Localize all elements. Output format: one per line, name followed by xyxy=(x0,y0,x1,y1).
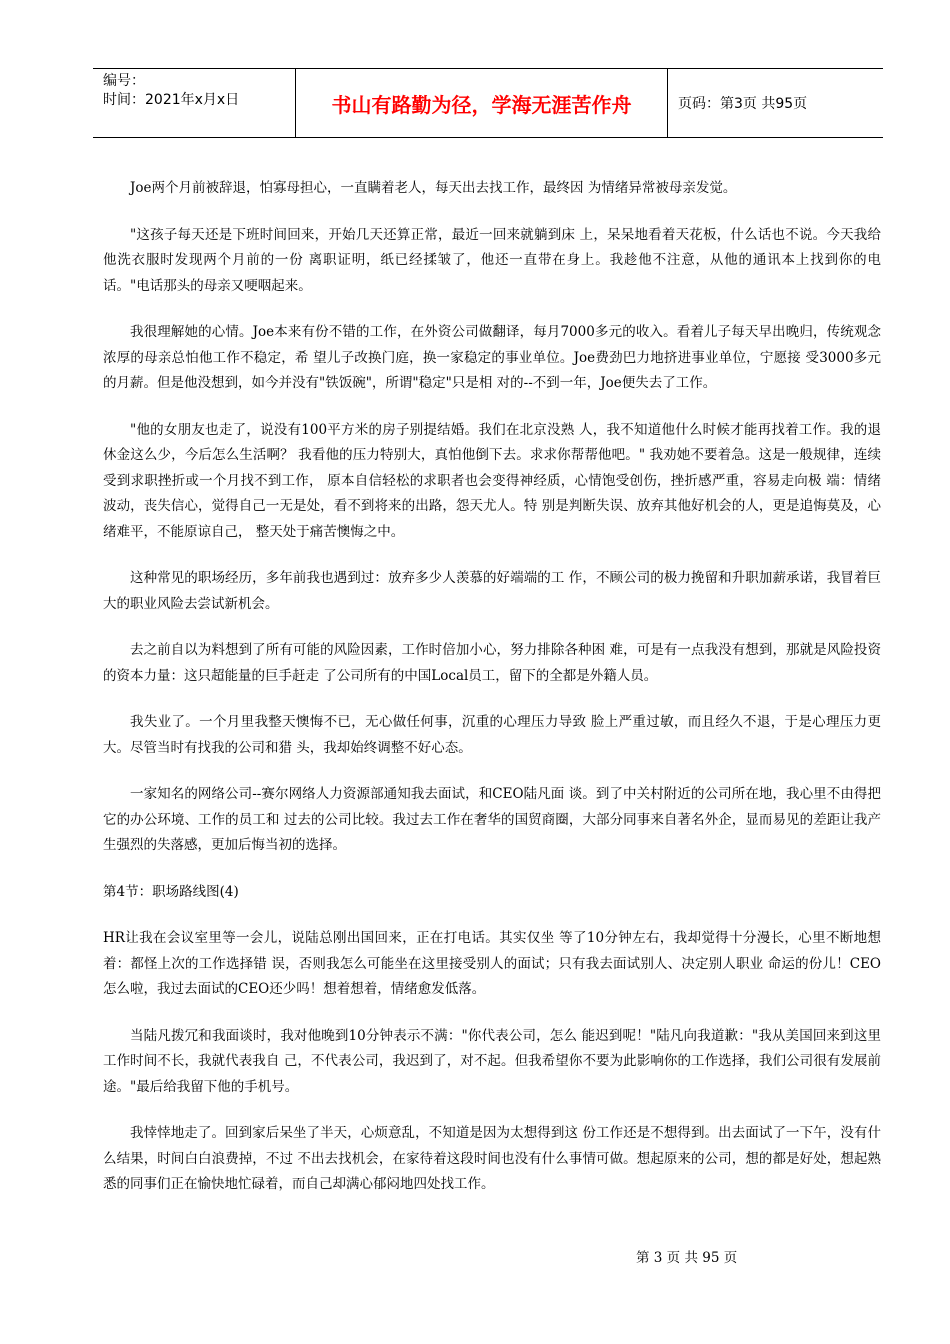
paragraph: 我悻悻地走了。回到家后呆坐了半天，心烦意乱，不知道是因为太想得到这 份工作还是不想得到。出去面试了一下午，没有什么结果，时间白白浪费掉，不过 不出去找机会，在家待着这段时间也没有什么事情可做。想起原来的公司，想的都是好处，想起熟悉的同事们正在愉快地忙碌着，而自己却满心郁闷地四处找工作。 xyxy=(103,1125,881,1192)
paragraph: 我失业了。一个月里我整天懊悔不已，无心做任何事，沉重的心理压力导致 脸上严重过敏，而且经久不退，于是心理压力更大。尽管当时有找我的公司和猎 头，我却始终调整不好心态。 xyxy=(103,714,881,756)
header-table xyxy=(93,68,883,138)
paragraph: 当陆凡拨冗和我面谈时，我对他晚到10分钟表示不满："你代表公司，怎么 能迟到呢！"陆凡向我道歉："我从美国回来到这里工作时间不长，我就代表我自 己，不代表公司，我迟到了，对不起。但我希望你不要为此影响你的工作选择，我们公司很有发展前途。"最后给我留下他的手机号。 xyxy=(103,1027,881,1095)
number-label: 编号： xyxy=(103,73,145,89)
paragraph: 这种常见的职场经历，多年前我也遇到过：放弃多少人羡慕的好端端的工 作，不顾公司的极力挽留和升职加薪承诺，我冒着巨大的职业风险去尝试新机会。 xyxy=(103,570,881,612)
footer-page-number: 第 3 页 共 95 页 xyxy=(636,1250,738,1266)
time-label: 时间：2021年x月x日 xyxy=(103,92,240,108)
header-page-label: 页码：第3页 共95页 xyxy=(678,96,808,112)
paragraph: "他的女朋友也走了，说没有100平方米的房子别提结婚。我们在北京没熟 人，我不知道他什么时候才能再找着工作。我的退休金这么少，今后怎么生活啊？ 我看他的压力特别大，真怕他倒下去。求求你帮帮他吧。" 我劝她不要着急。这是一般规律，连续受到求职挫折或一个月找不到工作， 原本自信轻松的求职者也会变得神经质，心情饱受创伤，挫折感严重，容易走向极 端：情绪波动，丧失信心，觉得自己一无是处，看不到将来的出路，怨天尤人。特 别是判断失误、放弃其他好机会的人，更是追悔莫及，心绪难平，不能原谅自己， 整天处于痛苦懊悔之中。 xyxy=(103,421,881,540)
paragraph: 我很理解她的心情。Joe本来有份不错的工作，在外资公司做翻译，每月7000多元的收入。看着儿子每天早出晚归，传统观念浓厚的母亲总怕他工作不稳定，希 望儿子改换门庭，换一家稳定的事业单位。Joe费劲巴力地挤进事业单位，宁愿接 受3000多元的月薪。但是他没想到，如今并没有"铁饭碗"，所谓"稳定"只是相 对的--不到一年，Joe便失去了工作。 xyxy=(103,324,881,391)
paragraph: HR让我在会议室里等一会儿，说陆总刚出国回来，正在打电话。其实仅坐 等了10分钟左右，我却觉得十分漫长，心里不断地想着：都怪上次的工作选择错 误，否则我怎么可能坐在这里接受别人的面试；只有我去面试别人、决定别人职业 命运的份儿！CEO怎么啦，我过去面试的CEO还少吗！想着想着，情绪愈发低落。 xyxy=(103,930,881,997)
paragraph: Joe两个月前被辞退，怕寡母担心，一直瞒着老人，每天出去找工作，最终因 为情绪异常被母亲发觉。 xyxy=(130,180,737,196)
header-left-cell xyxy=(93,69,295,137)
paragraph: "这孩子每天还是下班时间回来，开始几天还算正常，最近一回来就躺到床 上，呆呆地看着天花板，什么话也不说。今天我给他洗衣服时发现两个月前的一份 离职证明，纸已经揉皱了，他还一直带在身上。我趁他不注意，从他的通讯本上找到你的电话。"电话那头的母亲又哽咽起来。 xyxy=(103,226,881,294)
section-heading: 第4节：职场路线图(4) xyxy=(103,883,239,900)
paragraph: 一家知名的网络公司--赛尔网络人力资源部通知我去面试，和CEO陆凡面 谈。到了中关村附近的公司所在地，我心里不由得把它的办公环境、工作的员工和 过去的公司比较。我过去工作在奢华的国贸商圈，大部分同事来自著名外企，显而易见的差距让我产生强烈的失落感，更加后悔当初的选择。 xyxy=(103,786,881,853)
paragraph: 去之前自以为料想到了所有可能的风险因素，工作时倍加小心，努力排除各种困 难，可是有一点我没有想到，那就是风险投资的资本力量：这只超能量的巨手赶走 了公司所有的中国Local员工，留下的全都是外籍人员。 xyxy=(103,642,881,684)
document-body xyxy=(103,176,881,1219)
header-motto: 书山有路勤为径，学海无涯苦作舟 xyxy=(295,69,668,137)
